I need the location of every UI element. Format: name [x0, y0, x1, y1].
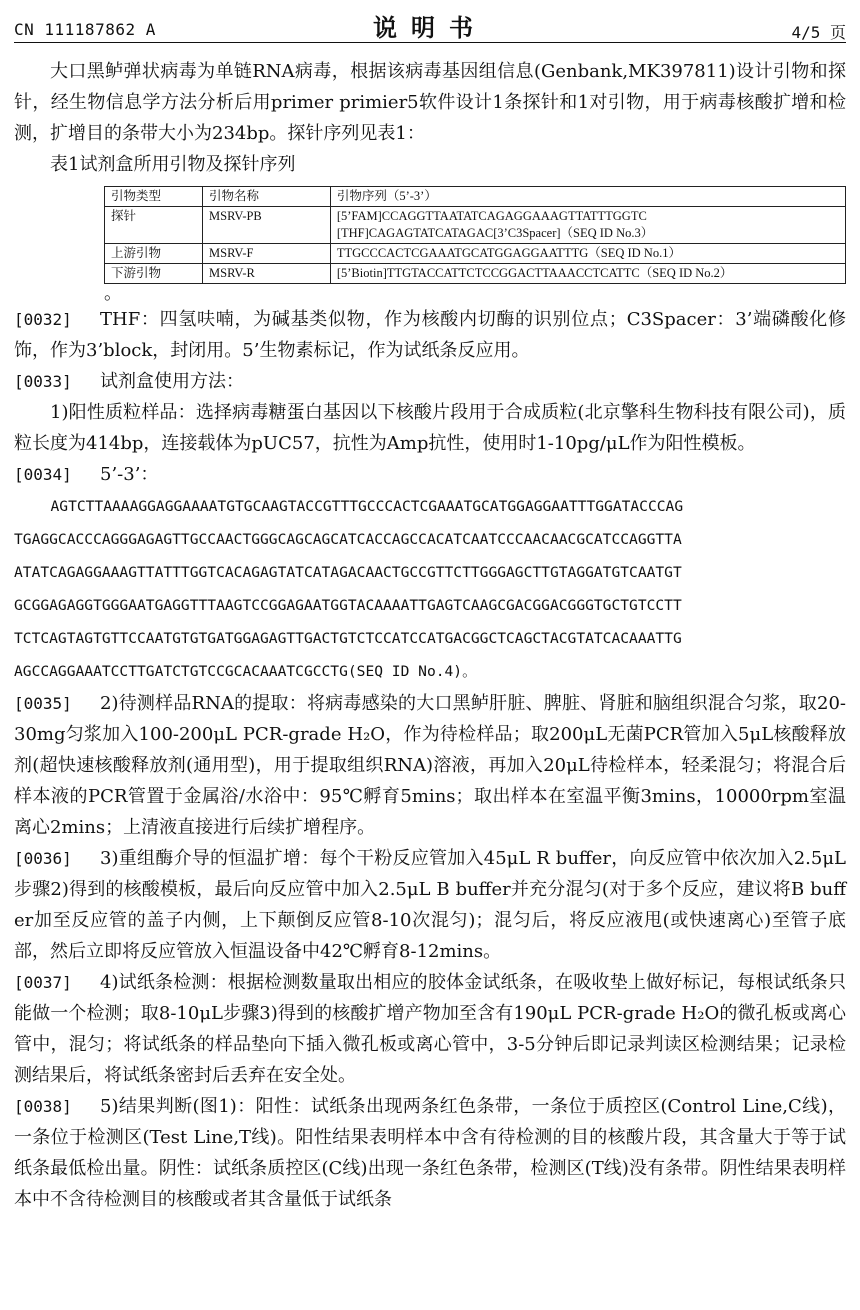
primer-seq-cell [330, 244, 845, 264]
paragraph-text: 5)结果判断(图1)：阳性：试纸条出现两条红色条带，一条位于质控区(Control Line,C线)，一条位于检测区(Test Line,T线)。阳性结果表明样本中含有待检测的目的核酸片段，其含量大于等于试纸条最低检出量。阴性：试纸条质控区(C线)出现一条红色条带，检测区(T线)没有条带。阴性结果表明样本中不含待检测目的核酸或者其含量低于试纸条 [14, 1096, 846, 1210]
paragraph-0037 [14, 967, 846, 1091]
paragraph-0036 [14, 843, 846, 967]
paragraph-0038 [14, 1091, 846, 1215]
primer-seq-line: TTGCCCACTCGAAATGCATGGAGGAATTTG（SEQ ID No.1） [336, 246, 681, 260]
table-row [105, 244, 846, 264]
sequence-line: TCTCAGTAGTGTTCCAATGTGTGATGGAGAGTTGACTGTCTCCATCCATGACGGCTCAGCTACGTATCACAAATTG [14, 630, 682, 647]
paragraph-number: [0033] [14, 372, 72, 391]
page-number: 4/5 页 [791, 23, 846, 42]
table-header-cell: 引物类型 [105, 187, 203, 207]
page-title: 说明书 [373, 13, 487, 42]
sequence-line: TGAGGCACCCAGGGAGAGTTGCCAACTGGGCAGCAGCATCACCAGCCACATCAATCCCAACAACGCATCCAGGTTA [14, 531, 682, 548]
primer-seq-line: [5’Biotin]TTGTACCATTCTCCGGACTTAAACCTCATTC（SEQ ID No.2） [336, 266, 733, 280]
intro-paragraph: 大口黑鲈弹状病毒为单链RNA病毒，根据该病毒基因组信息(Genbank,MK397811)设计引物和探针，经生物信息学方法分析后用primer primier5软件设计1条探针和1对引物，用于病毒核酸扩增和检测，扩增目的条带大小为234bp。探针序列见表1： [14, 61, 846, 144]
table-caption: 表1试剂盒所用引物及探针序列 [50, 154, 296, 175]
primer-seq-line: [THF]CAGAGTATCATAGAC[3’C3Spacer]（SEQ ID No.3） [336, 226, 654, 240]
primer-name-cell: MSRV-F [203, 244, 331, 264]
paragraph-text: 2)待测样品RNA的提取：将病毒感染的大口黑鲈肝脏、脾脏、肾脏和脑组织混合匀浆，取20-30mg匀浆加入100-200μL PCR-grade H₂O，作为待检样品；取200μL无菌PCR管加入5μL核酸释放剂(超快速核酸释放剂(通用型)，用于提取组织RNA)溶液，再加入20μL待检样本，轻柔混匀；将混合后样本液的PCR管置于金属浴/水浴中：95℃孵育5mins；取出样本在室温平衡3mins，10000rpm室温离心2mins；上清液直接进行后续扩增程序。 [14, 693, 846, 838]
primer-name-cell: MSRV-PB [203, 207, 331, 244]
paragraph-number: [0036] [14, 849, 72, 868]
table-row [105, 207, 846, 244]
sequence-line: ATATCAGAGGAAAGTTATTTGGTCACAGAGTATCATAGACAACTGCCGTTCTTGGGAGCTTGTAGGATGTCAATGT [14, 564, 682, 581]
table-header-row [105, 187, 846, 207]
primer-type-cell: 上游引物 [105, 244, 203, 264]
primer-type-cell: 下游引物 [105, 264, 203, 284]
document-body [14, 56, 846, 1215]
primer-seq-cell [330, 207, 845, 244]
paragraph-number: [0032] [14, 310, 72, 329]
table-tail-mark: 。 [104, 283, 122, 304]
primer-seq-line: [5’FAM]CCAGGTTAATATCAGAGGAAAGTTATTTGGTC [336, 209, 647, 223]
primer-type-cell: 探针 [105, 207, 203, 244]
primer-table [104, 186, 846, 284]
sequence-line: AGTCTTAAAAGGAGGAAAATGTGCAAGTACCGTTTGCCCACTCGAAATGCATGGAGGAATTTGGATACCCAG [50, 498, 684, 515]
paragraph-0032 [14, 304, 846, 366]
primer-name-cell: MSRV-R [203, 264, 331, 284]
paragraph-number: [0034] [14, 465, 72, 484]
table-header-cell: 引物序列（5’-3’） [330, 187, 845, 207]
paragraph-number: [0035] [14, 694, 72, 713]
primer-seq-cell [330, 264, 845, 284]
primer-table-wrap [104, 186, 846, 284]
paragraph-number: [0038] [14, 1097, 72, 1116]
dna-sequence-block [14, 490, 846, 688]
paragraph-0035 [14, 688, 846, 843]
paragraph-0033 [14, 366, 846, 397]
patent-number: CN 111187862 A [14, 20, 156, 39]
paragraph-text: 5’-3’： [100, 464, 159, 485]
paragraph-0034 [14, 459, 846, 490]
paragraph-text: THF：四氢呋喃，为碱基类似物，作为核酸内切酶的识别位点；C3Spacer：3’端磷酸化修饰，作为3’block，封闭用。5’生物素标记，作为试纸条反应用。 [14, 309, 846, 361]
paragraph-text: 4)试纸条检测：根据检测数量取出相应的胶体金试纸条，在吸收垫上做好标记，每根试纸条只能做一个检测；取8-10μL步骤3)得到的核酸扩增产物加至含有190μL PCR-grade H₂O的微孔板或离心管中，混匀；将试纸条的样品垫向下插入微孔板或离心管中，3-5分钟后即记录判读区检测结果；记录检测结果后，将试纸条密封后丢弃在安全处。 [14, 972, 846, 1086]
paragraph-number: [0037] [14, 973, 72, 992]
sequence-line: AGCCAGGAAATCCTTGATCTGTCCGCACAAATCGCCTG(SEQ ID No.4)。 [14, 663, 477, 680]
table-header-cell: 引物名称 [203, 187, 331, 207]
paragraph-0033-step1: 1)阳性质粒样品：选择病毒糖蛋白基因以下核酸片段用于合成质粒(北京擎科生物科技有限公司)，质粒长度为414bp，连接载体为pUC57，抗性为Amp抗性，使用时1-10pg/μL作为阳性模板。 [14, 402, 846, 454]
sequence-line: GCGGAGAGGTGGGAATGAGGTTTAAGTCCGGAGAATGGTACAAAATTGAGTCAAGCGACGGACGGGTGCTGTCCTT [14, 597, 682, 614]
table-row [105, 264, 846, 284]
page-header [14, 8, 846, 43]
paragraph-text: 3)重组酶介导的恒温扩增：每个干粉反应管加入45μL R buffer，向反应管中依次加入2.5μL步骤2)得到的核酸模板，最后向反应管中加入2.5μL B buffer并充分混匀(对于多个反应，建议将B buffer加至反应管的盖子内侧，上下颠倒反应管8-10次混匀)；混匀后，将反应液甩(或快速离心)至管子底部，然后立即将反应管放入恒温设备中42℃孵育8-12mins。 [14, 848, 846, 962]
paragraph-text: 试剂盒使用方法： [100, 371, 244, 392]
